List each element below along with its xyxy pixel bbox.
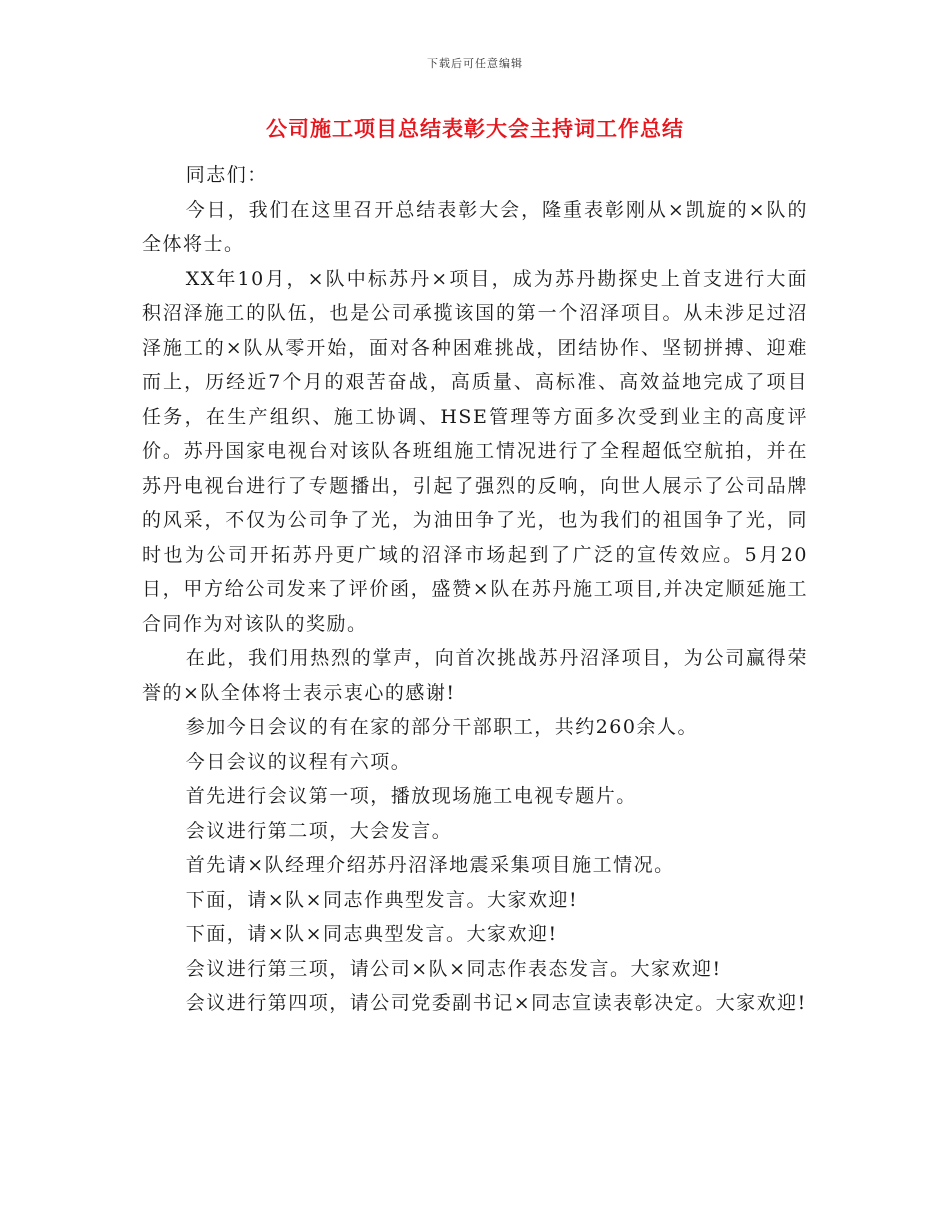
paragraph: 今日，我们在这里召开总结表彰大会，隆重表彰刚从×凯旋的×队的全体将士。 [142, 198, 808, 255]
paragraph: 会议进行第二项，大会发言。 [185, 819, 453, 842]
paragraph: 下面，请×队×同志典型发言。大家欢迎! [185, 923, 558, 945]
document-title: 公司施工项目总结表彰大会主持词工作总结 [266, 116, 684, 141]
paragraph: 会议进行第四项，请公司党委副书记×同志宣读表彰决定。大家欢迎! [185, 992, 807, 1014]
paragraph: 会议进行第三项，请公司×队×同志作表态发言。大家欢迎! [185, 957, 722, 980]
paragraph: XX年10月，×队中标苏丹×项目，成为苏丹勘探史上首支进行大面积沼泽施工的队伍，也是公司承揽该国的第一个沼泽项目。从未涉足过沼泽施工的×队从零开始，面对各种困难挑战，团结协作、坚韧拼搏、迎难而上，历经近7个月的艰苦奋战，高质量、高标准、高效益地完成了项目任务，在生产组织、施工协调、HSE管理等方面多次受到业主的高度评价。苏丹国家电视台对该队各班组施工情况进行了全程超低空航拍，并在苏丹电视台进行了专题播出，引起了强烈的反响，向世人展示了公司品牌的风采，不仅为公司争了光，为油田争了光，也为我们的祖国争了光，同时也为公司开拓苏丹更广域的沼泽市场起到了广泛的宣传效应。5月20日，甲方给公司发来了评价函，盛赞×队在苏丹施工项目,并决定顺延施工合同作为对该队的奖励。 [142, 267, 808, 635]
header-note: 下载后可任意编辑 [427, 57, 523, 70]
paragraph: 首先请×队经理介绍苏丹沼泽地震采集项目施工情况。 [185, 854, 675, 876]
paragraph: 下面，请×队×同志作典型发言。大家欢迎! [185, 888, 579, 911]
paragraph: 今日会议的议程有六项。 [185, 750, 412, 773]
paragraph: 首先进行会议第一项，播放现场施工电视专题片。 [185, 785, 637, 807]
paragraph: 在此，我们用热烈的掌声，向首次挑战苏丹沼泽项目，为公司赢得荣誉的×队全体将士表示衷心的感谢! [142, 647, 808, 704]
paragraph-salutation: 同志们： [185, 164, 268, 186]
document-body [142, 158, 808, 1021]
paragraph: 参加今日会议的有在家的部分干部职工，共约260余人。 [185, 716, 698, 738]
